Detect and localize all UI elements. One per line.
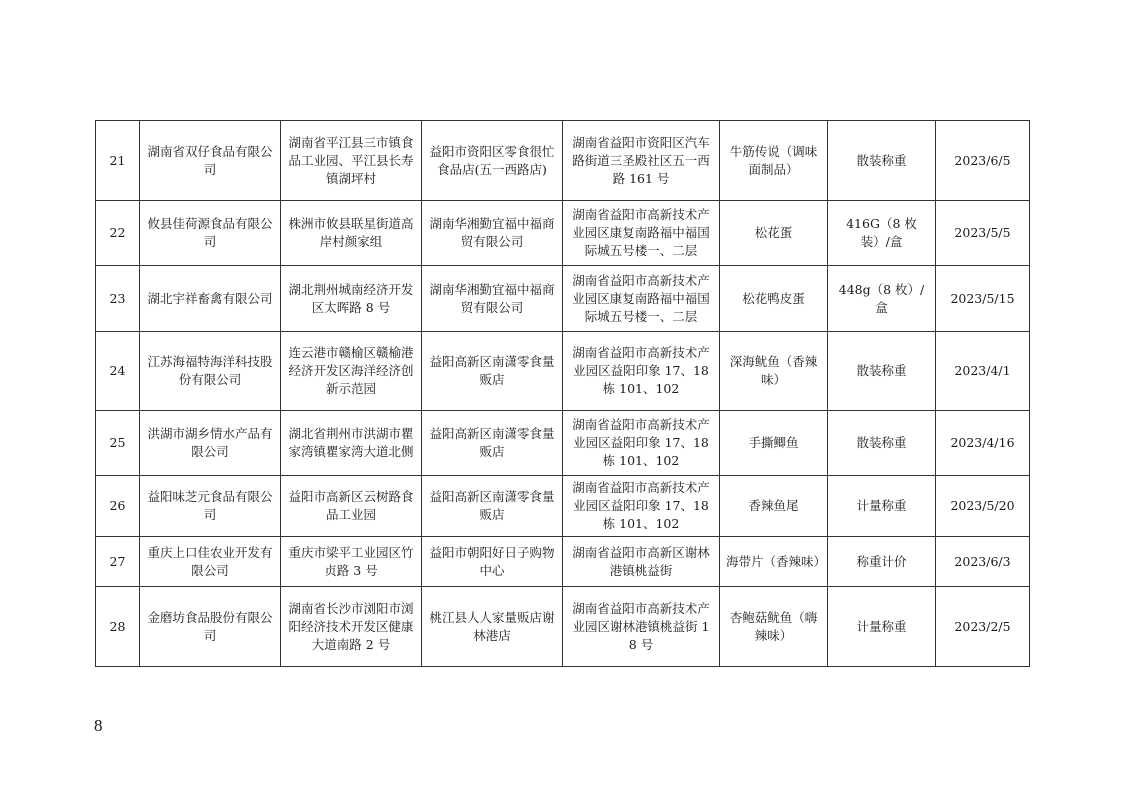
row-number: 25 — [96, 411, 140, 476]
product-name: 香辣鱼尾 — [720, 476, 828, 537]
seller-name: 益阳高新区南潇零食量贩店 — [422, 476, 563, 537]
row-number: 27 — [96, 537, 140, 587]
production-date: 2023/5/15 — [936, 266, 1030, 332]
product-spec: 称重计价 — [828, 537, 936, 587]
table-row — [96, 332, 1030, 411]
table-row — [96, 476, 1030, 537]
producer-address: 重庆市梁平工业园区竹贞路 3 号 — [281, 537, 422, 587]
row-number: 24 — [96, 332, 140, 411]
product-name: 杏鲍菇鱿鱼（嗨辣味） — [720, 587, 828, 667]
producer-name: 攸县佳荷源食品有限公司 — [140, 201, 281, 266]
seller-address: 湖南省益阳市高新技术产业园区益阳印象 17、18 栋 101、102 — [563, 476, 720, 537]
row-number: 28 — [96, 587, 140, 667]
seller-name: 桃江县人人家量贩店谢林港店 — [422, 587, 563, 667]
seller-address: 湖南省益阳市高新技术产业园区益阳印象 17、18 栋 101、102 — [563, 411, 720, 476]
producer-name: 益阳味芝元食品有限公司 — [140, 476, 281, 537]
producer-address: 株洲市攸县联星街道高岸村颜家组 — [281, 201, 422, 266]
seller-name: 湖南华湘勤宜福中福商贸有限公司 — [422, 266, 563, 332]
producer-name: 江苏海福特海洋科技股份有限公司 — [140, 332, 281, 411]
production-date: 2023/6/3 — [936, 537, 1030, 587]
row-number: 22 — [96, 201, 140, 266]
seller-address: 湖南省益阳市高新技术产业园区康复南路福中福国际城五号楼一、二层 — [563, 266, 720, 332]
seller-address: 湖南省益阳市高新区谢林港镇桃益街 — [563, 537, 720, 587]
production-date: 2023/2/5 — [936, 587, 1030, 667]
production-date: 2023/4/1 — [936, 332, 1030, 411]
table-row — [96, 201, 1030, 266]
producer-address: 湖北荆州城南经济开发区太晖路 8 号 — [281, 266, 422, 332]
row-number: 23 — [96, 266, 140, 332]
row-number: 26 — [96, 476, 140, 537]
product-name: 海带片（香辣味） — [720, 537, 828, 587]
page-number: 8 — [94, 716, 103, 735]
producer-address: 湖北省荆州市洪湖市瞿家湾镇瞿家湾大道北侧 — [281, 411, 422, 476]
product-name: 牛筋传说（调味面制品） — [720, 121, 828, 201]
product-name: 松花蛋 — [720, 201, 828, 266]
producer-address: 益阳市高新区云树路食品工业园 — [281, 476, 422, 537]
producer-name: 重庆上口佳农业开发有限公司 — [140, 537, 281, 587]
production-date: 2023/5/20 — [936, 476, 1030, 537]
seller-address: 湖南省益阳市高新技术产业园区康复南路福中福国际城五号楼一、二层 — [563, 201, 720, 266]
product-spec: 散装称重 — [828, 121, 936, 201]
product-spec: 448g（8 枚）/盒 — [828, 266, 936, 332]
product-spec: 散装称重 — [828, 411, 936, 476]
seller-name: 益阳高新区南潇零食量贩店 — [422, 332, 563, 411]
product-spec: 416G（8 枚装）/盒 — [828, 201, 936, 266]
producer-name: 湖北宇祥畜禽有限公司 — [140, 266, 281, 332]
table-row — [96, 537, 1030, 587]
producer-address: 湖南省平江县三市镇食品工业园、平江县长寿镇湖坪村 — [281, 121, 422, 201]
production-date: 2023/6/5 — [936, 121, 1030, 201]
producer-address: 连云港市赣榆区赣榆港经济开发区海洋经济创新示范园 — [281, 332, 422, 411]
seller-address: 湖南省益阳市高新技术产业园区益阳印象 17、18 栋 101、102 — [563, 332, 720, 411]
table-row — [96, 411, 1030, 476]
product-name: 深海鱿鱼（香辣味） — [720, 332, 828, 411]
seller-name: 湖南华湘勤宜福中福商贸有限公司 — [422, 201, 563, 266]
seller-name: 益阳高新区南潇零食量贩店 — [422, 411, 563, 476]
seller-name: 益阳市朝阳好日子购物中心 — [422, 537, 563, 587]
seller-address: 湖南省益阳市高新技术产业园区谢林港镇桃益街 18 号 — [563, 587, 720, 667]
product-spec: 散装称重 — [828, 332, 936, 411]
table-row — [96, 121, 1030, 201]
product-name: 松花鸭皮蛋 — [720, 266, 828, 332]
product-spec: 计量称重 — [828, 587, 936, 667]
product-spec: 计量称重 — [828, 476, 936, 537]
table-row — [96, 587, 1030, 667]
producer-name: 湖南省双仔食品有限公司 — [140, 121, 281, 201]
producer-name: 金磨坊食品股份有限公司 — [140, 587, 281, 667]
table-row — [96, 266, 1030, 332]
seller-address: 湖南省益阳市资阳区汽车路街道三圣殿社区五一西路 161 号 — [563, 121, 720, 201]
sampling-results-table — [95, 120, 1030, 667]
producer-address: 湖南省长沙市浏阳市浏阳经济技术开发区健康大道南路 2 号 — [281, 587, 422, 667]
production-date: 2023/4/16 — [936, 411, 1030, 476]
producer-name: 洪湖市湖乡情水产品有限公司 — [140, 411, 281, 476]
production-date: 2023/5/5 — [936, 201, 1030, 266]
seller-name: 益阳市资阳区零食很忙食品店(五一西路店) — [422, 121, 563, 201]
product-name: 手撕鲫鱼 — [720, 411, 828, 476]
row-number: 21 — [96, 121, 140, 201]
